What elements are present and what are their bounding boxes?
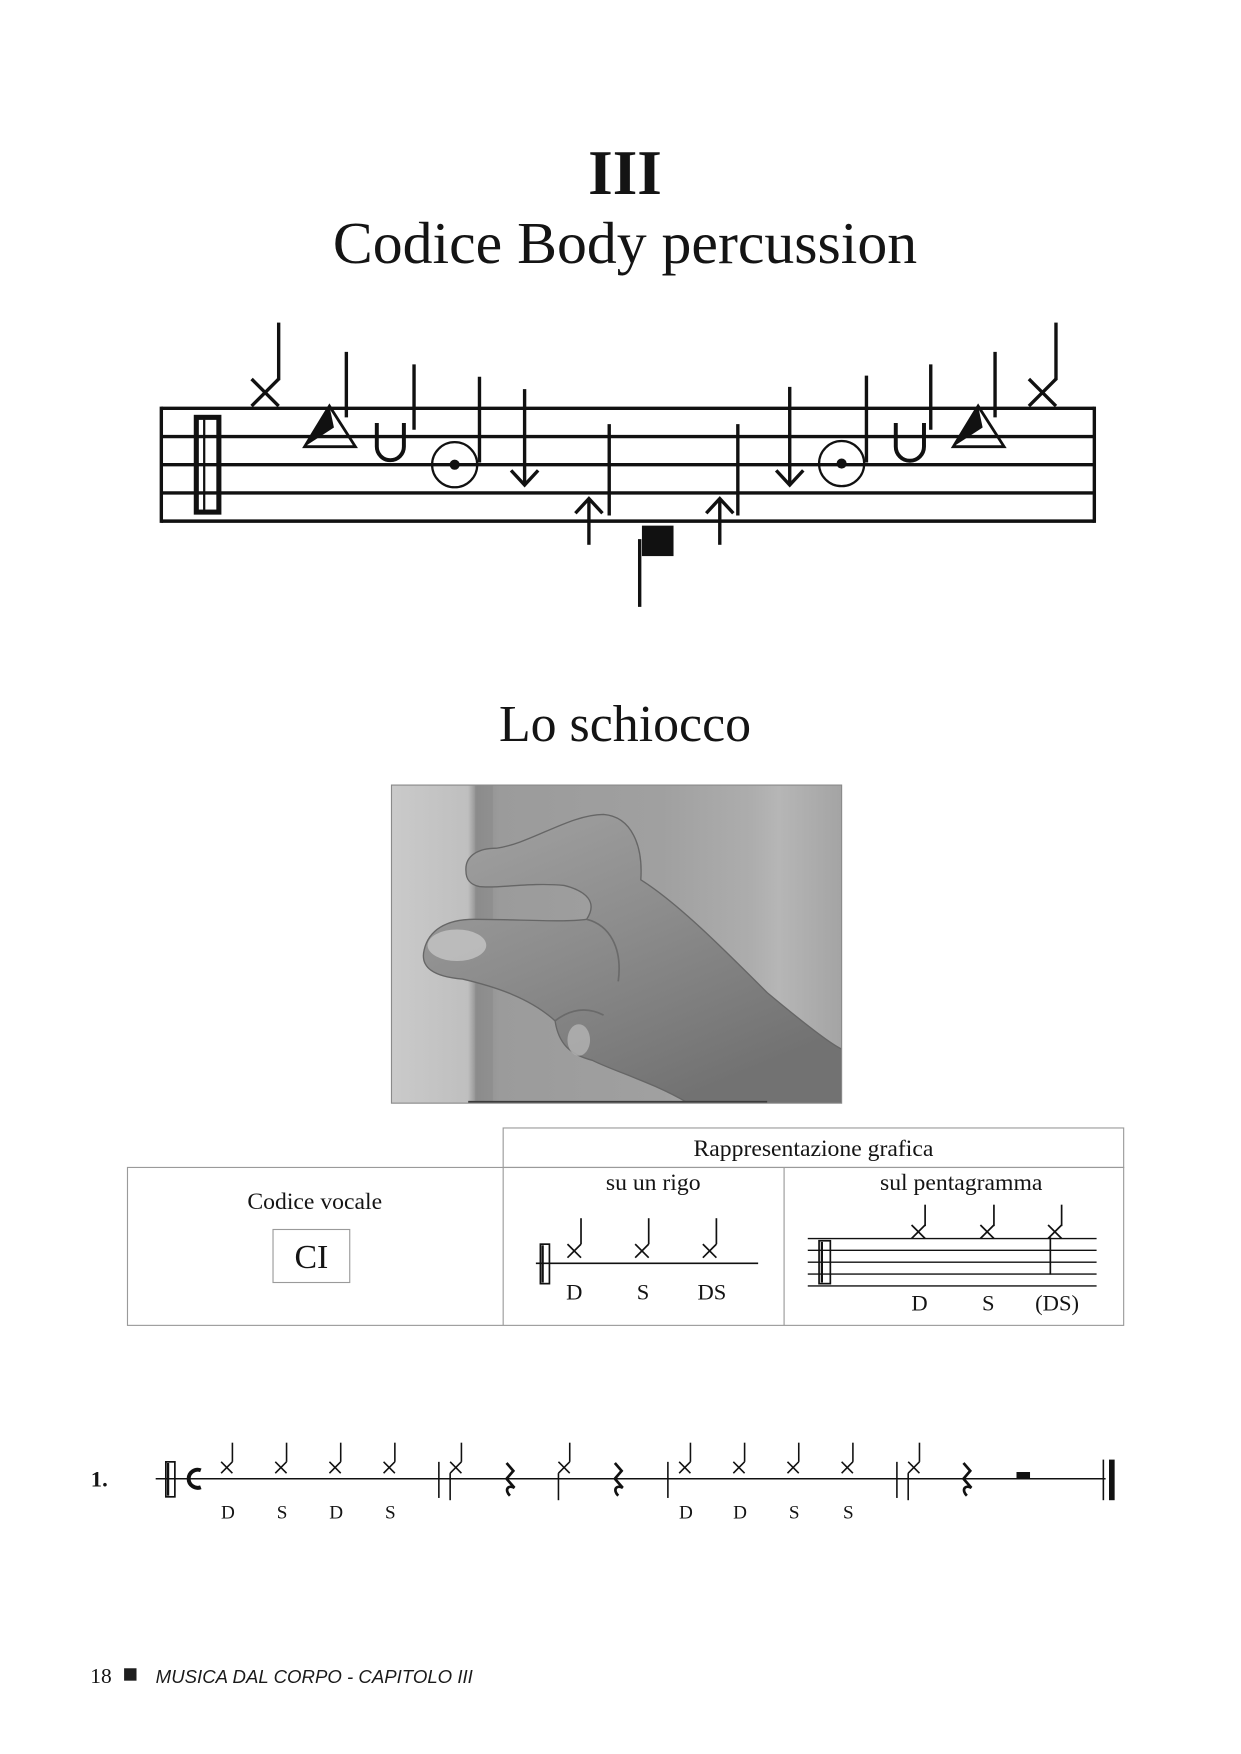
hand-label: D [220, 1502, 235, 1524]
table-group-header: Rappresentazione grafica [693, 1136, 934, 1163]
measure-2 [450, 1443, 623, 1501]
measure-4 [908, 1443, 1030, 1501]
measure-3 [679, 1443, 854, 1524]
hand-label: D [329, 1502, 344, 1524]
snap-gesture-photo [391, 785, 841, 1103]
triangle-notehead-fill [305, 406, 334, 447]
staff-header: sul pentagramma [880, 1170, 1043, 1197]
circle-notehead-dot [837, 459, 847, 469]
u-symbol-icon [896, 364, 931, 460]
hand-label: S [636, 1279, 650, 1305]
half-rest-icon [1016, 1472, 1030, 1479]
hand-label: DS [697, 1279, 727, 1305]
fingernail [567, 1024, 590, 1056]
u-notehead [377, 423, 404, 460]
hand-label: D [566, 1279, 583, 1305]
running-title: MUSICA DAL CORPO - CAPITOLO III [155, 1665, 473, 1687]
hand-label: S [843, 1502, 854, 1524]
u-notehead [896, 423, 924, 461]
symbol-table [127, 1128, 1123, 1325]
triangle-symbol-icon [953, 352, 1004, 447]
chapter-number: III [588, 138, 662, 209]
up-arrow-symbol-icon [706, 424, 738, 545]
exercise-number: 1. [90, 1466, 108, 1492]
circle-notehead-dot [450, 460, 460, 470]
u-symbol-icon [377, 364, 414, 460]
page-number: 18 [90, 1663, 112, 1688]
footer-square-icon [124, 1668, 136, 1680]
hand-label: D [911, 1290, 928, 1316]
square-symbol-icon [640, 526, 674, 607]
triangle-notehead-fill [953, 406, 982, 447]
hand-label: D [679, 1502, 693, 1524]
thumbnail [428, 929, 487, 961]
circle-dot-symbol-icon [819, 376, 866, 487]
single-line-header: su un rigo [605, 1170, 701, 1197]
section-title: Lo schiocco [498, 696, 752, 754]
body-percussion-code-staff [161, 323, 1094, 607]
measure-1 [221, 1443, 396, 1524]
up-arrow-symbol-icon [575, 424, 609, 545]
page-footer [90, 1664, 473, 1688]
triangle-symbol-icon [305, 352, 356, 447]
chapter-title: Codice Body percussion [332, 209, 918, 276]
hand-label: D [733, 1502, 748, 1524]
vocal-code-header: Codice vocale [247, 1189, 383, 1216]
hand-label: S [982, 1290, 995, 1316]
square-notehead [642, 526, 674, 556]
hand-label: (DS) [1035, 1290, 1080, 1316]
vocal-code: CI [294, 1238, 329, 1276]
circle-dot-symbol-icon [432, 377, 479, 488]
final-barline-thick [1109, 1460, 1115, 1501]
exercise-1 [91, 1443, 1115, 1524]
snap-symbol-icon [1029, 323, 1056, 406]
snap-symbol-icon [252, 323, 279, 406]
hand-label: S [385, 1502, 396, 1524]
hand-label: S [276, 1502, 288, 1524]
hand-label: S [788, 1502, 800, 1524]
staff-notation [808, 1205, 1097, 1316]
single-line-notation [536, 1218, 758, 1304]
